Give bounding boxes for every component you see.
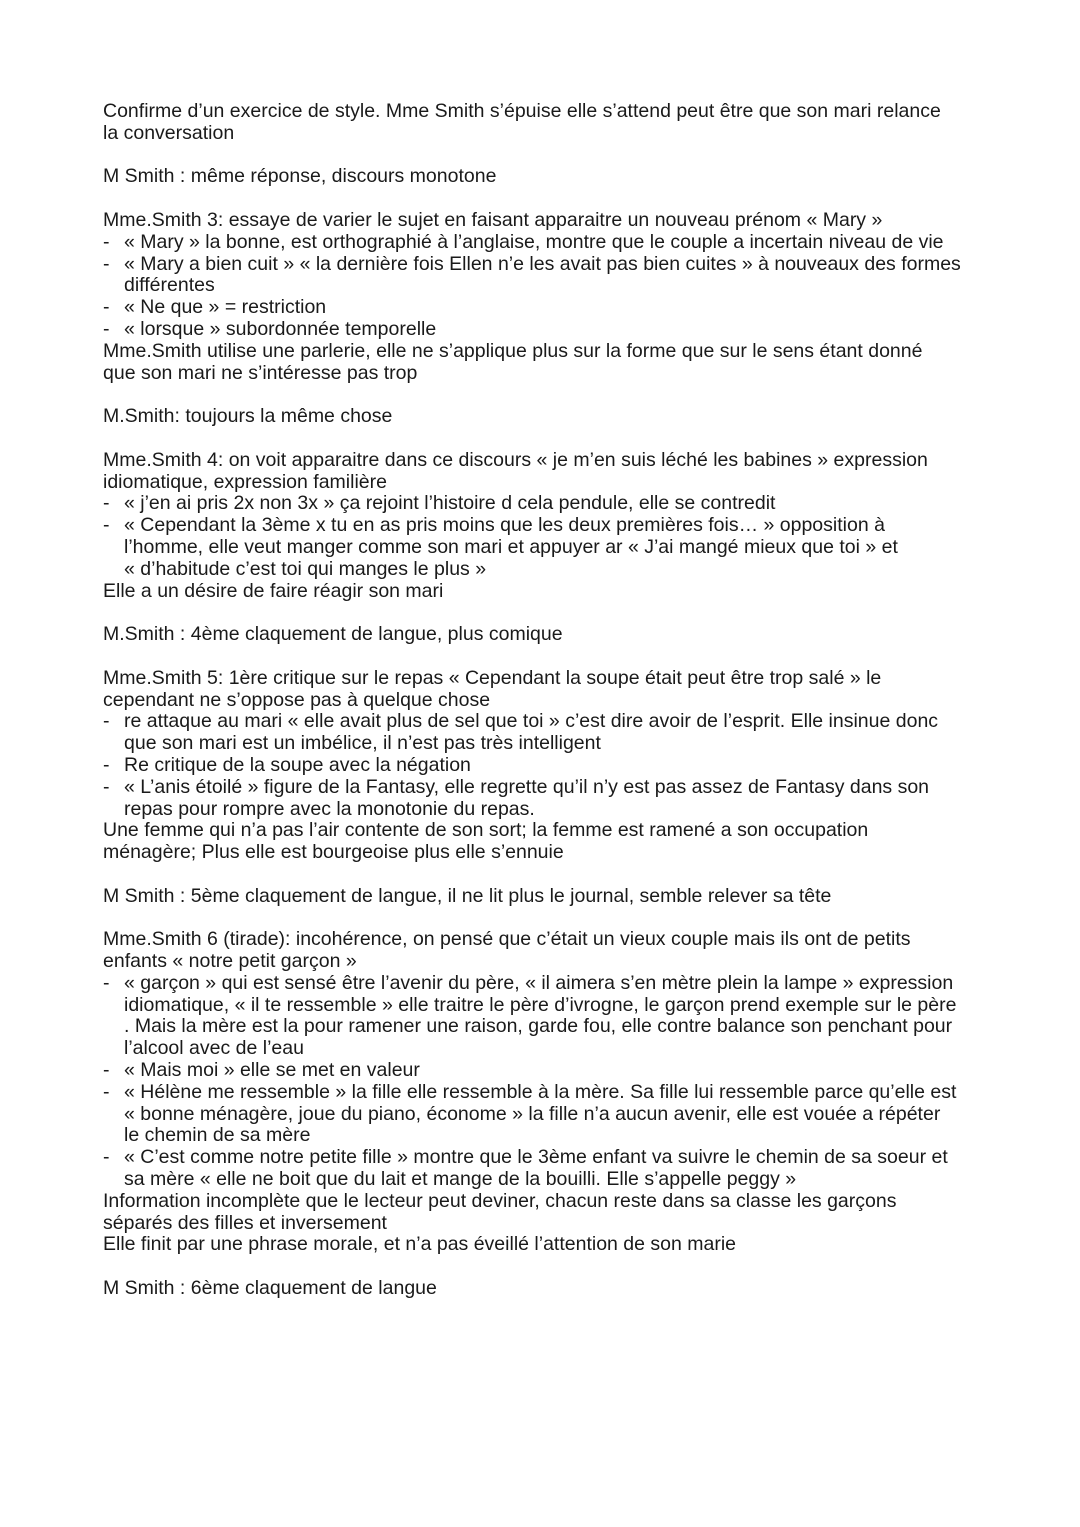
text-line: cependant ne s’oppose pas à quelque chose <box>103 688 491 711</box>
paragraph <box>103 1191 983 1235</box>
paragraph <box>103 166 983 188</box>
text-line: Mme.Smith utilise une parlerie, elle ne s’applique plus sur la forme que sur le sens étant donné <box>103 339 923 362</box>
list-item <box>103 297 983 319</box>
text-line: que son mari ne s’intéresse pas trop <box>103 361 418 384</box>
paragraph-gap <box>103 188 983 210</box>
list-item <box>103 1060 983 1082</box>
paragraph <box>103 210 983 232</box>
text-line: « garçon » qui est sensé être l’avenir du père, « il aimera s’en mètre plein la lampe » expression <box>124 971 954 994</box>
text-line: « Hélène me ressemble » la fille elle ressemble à la mère. Sa fille lui ressemble parce qu’elle est <box>124 1080 957 1103</box>
paragraph <box>103 406 983 428</box>
paragraph <box>103 929 983 973</box>
text-line: « Ne que » = restriction <box>124 296 327 319</box>
text-line: « L’anis étoilé » figure de la Fantasy, elle regrette qu’il n’y est pas assez de Fantasy dans son <box>124 775 930 798</box>
text-line: différentes <box>124 274 215 297</box>
text-line: idiomatique, « il te ressemble » elle traitre le père d’ivrogne, le garçon prend exemple sur le père <box>124 993 957 1016</box>
text-line: « Mary » la bonne, est orthographié à l’anglaise, montre que le couple a incertain niveau de vie <box>124 230 944 253</box>
text-line: M Smith : même réponse, discours monotone <box>103 165 497 188</box>
paragraph <box>103 341 983 385</box>
list-item <box>103 777 983 821</box>
text-line: Confirme d’un exercice de style. Mme Smith s’épuise elle s’attend peut être que son mari relance <box>103 100 941 122</box>
list-item <box>103 755 983 777</box>
paragraph-gap <box>103 1256 983 1278</box>
text-line: Mme.Smith 6 (tirade): incohérence, on pensé que c’était un vieux couple mais ils ont de petits <box>103 928 911 951</box>
text-line: « C’est comme notre petite fille » montre que le 3ème enfant va suivre le chemin de sa soeur et <box>124 1146 948 1169</box>
paragraph <box>103 624 983 646</box>
text-line: enfants « notre petit garçon » <box>103 950 357 973</box>
text-line: l’alcool avec de l’eau <box>124 1037 304 1060</box>
list-item <box>103 1147 983 1191</box>
text-line: que son mari est un imbélice, il n’est pas très intelligent <box>124 732 601 755</box>
text-line: idiomatique, expression familière <box>103 470 387 493</box>
list-item <box>103 711 983 755</box>
paragraph <box>103 1234 983 1256</box>
text-line: le chemin de sa mère <box>124 1124 311 1147</box>
text-line: ménagère; Plus elle est bourgeoise plus elle s’ennuie <box>103 841 564 864</box>
paragraph <box>103 581 983 603</box>
text-line: M.Smith : 4ème claquement de langue, plus comique <box>103 623 563 646</box>
list-item <box>103 515 983 580</box>
text-line: « j’en ai pris 2x non 3x » ça rejoint l’histoire d cela pendule, elle se contredit <box>124 492 776 515</box>
text-line: « Mary a bien cuit » « la dernière fois Ellen n’e les avait pas bien cuites » à nouveaux des formes <box>124 252 961 275</box>
paragraph-gap <box>103 145 983 167</box>
paragraph <box>103 1278 983 1300</box>
document-page <box>103 101 983 1300</box>
text-line: sa mère « elle ne boit que du lait et mange de la bouilli. Elle s’appelle peggy » <box>124 1168 797 1191</box>
text-line: repas pour rompre avec la monotonie du repas. <box>124 797 535 820</box>
text-line: Une femme qui n’a pas l’air contente de son sort; la femme est ramené a son occupation <box>103 819 869 842</box>
text-line: Elle a un désire de faire réagir son mari <box>103 579 444 602</box>
text-line: séparés des filles et inversement <box>103 1211 387 1234</box>
list-item <box>103 232 983 254</box>
text-line: Elle finit par une phrase morale, et n’a pas éveillé l’attention de son marie <box>103 1233 737 1256</box>
text-line: « lorsque » subordonnée temporelle <box>124 317 437 340</box>
text-line: Re critique de la soupe avec la négation <box>124 753 471 776</box>
paragraph <box>103 450 983 494</box>
text-line: l’homme, elle veut manger comme son mari et appuyer ar « J’ai mangé mieux que toi » et <box>124 535 898 558</box>
text-line: « bonne ménagère, joue du piano, économe » la fille n’a aucun avenir, elle est vouée a répéter <box>124 1102 941 1125</box>
text-line: M.Smith: toujours la même chose <box>103 405 393 428</box>
text-line: M Smith : 5ème claquement de langue, il ne lit plus le journal, semble relever sa tête <box>103 884 832 907</box>
paragraph <box>103 101 983 145</box>
text-line: « Mais moi » elle se met en valeur <box>124 1059 420 1082</box>
list-item <box>103 973 983 1060</box>
list-item <box>103 1082 983 1147</box>
text-line: Mme.Smith 5: 1ère critique sur le repas « Cependant la soupe était peut être trop salé » le <box>103 666 882 689</box>
paragraph <box>103 820 983 864</box>
text-line: . Mais la mère est la pour ramener une raison, garde fou, elle contre balance son penchant pour <box>124 1015 953 1038</box>
paragraph-gap <box>103 646 983 668</box>
paragraph-gap <box>103 907 983 929</box>
paragraph <box>103 668 983 712</box>
paragraph-gap <box>103 864 983 886</box>
text-line: re attaque au mari « elle avait plus de sel que toi » c’est dire avoir de l’esprit. Elle insinue donc <box>124 710 939 733</box>
text-line: « d’habitude c’est toi qui manges le plus » <box>124 557 487 580</box>
paragraph <box>103 886 983 908</box>
text-line: Mme.Smith 4: on voit apparaitre dans ce discours « je m’en suis léché les babines » expression <box>103 448 928 471</box>
list-item <box>103 254 983 298</box>
text-line: Mme.Smith 3: essaye de varier le sujet en faisant apparaitre un nouveau prénom « Mary » <box>103 208 883 231</box>
paragraph-gap <box>103 384 983 406</box>
text-line: la conversation <box>103 121 235 144</box>
text-line: M Smith : 6ème claquement de langue <box>103 1277 437 1300</box>
list-item <box>103 493 983 515</box>
text-line: Information incomplète que le lecteur peut deviner, chacun reste dans sa classe les garçons <box>103 1189 897 1212</box>
paragraph-gap <box>103 602 983 624</box>
text-line: « Cependant la 3ème x tu en as pris moins que les deux premières fois… » opposition à <box>124 514 885 537</box>
list-item <box>103 319 983 341</box>
paragraph-gap <box>103 428 983 450</box>
